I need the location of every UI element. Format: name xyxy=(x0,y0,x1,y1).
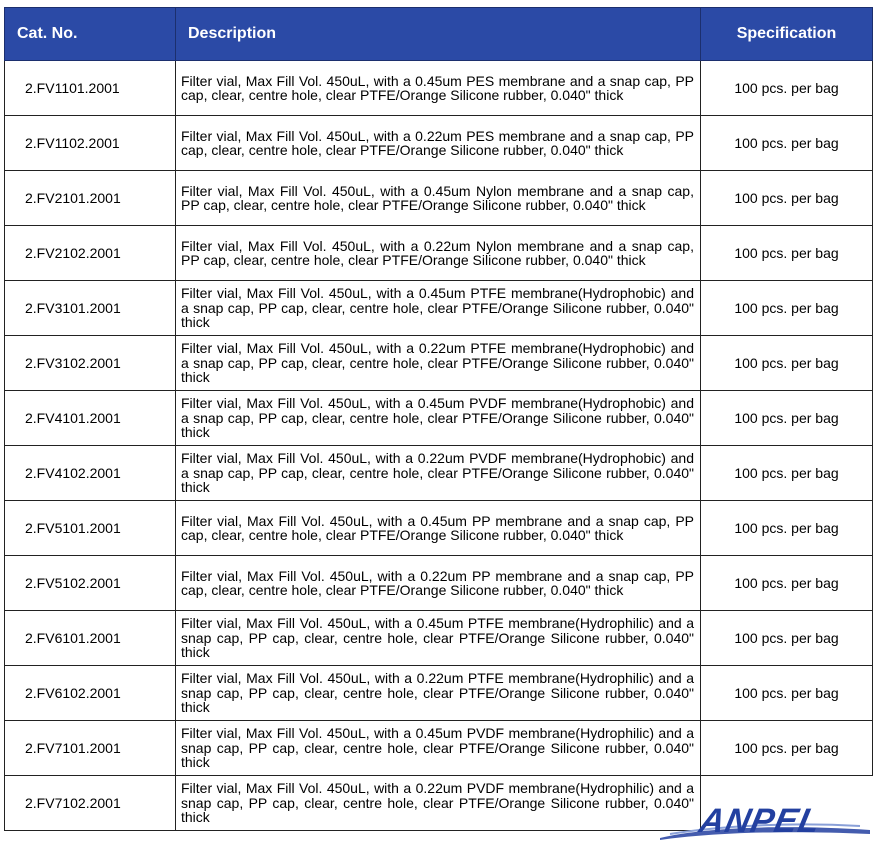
description-cell: Filter vial, Max Fill Vol. 450uL, with a 0.22um PES membrane and a snap cap, PP cap, clear, centre hole, clear PTFE/Orange Silicone rubber, 0.040" thick xyxy=(176,116,701,171)
table-row xyxy=(5,556,873,611)
table-row xyxy=(5,116,873,171)
cat-no-cell: 2.FV1102.2001 xyxy=(5,116,176,171)
specification-cell: 100 pcs. per bag xyxy=(701,336,873,391)
cat-no-cell: 2.FV7101.2001 xyxy=(5,721,176,776)
cat-no-cell: 2.FV5101.2001 xyxy=(5,501,176,556)
description-cell: Filter vial, Max Fill Vol. 450uL, with a 0.45um PTFE membrane(Hydrophobic) and a snap cap, PP cap, clear, centre hole, clear PTFE/Orange Silicone rubber, 0.040" thick xyxy=(176,281,701,336)
specification-cell: 100 pcs. per bag xyxy=(701,281,873,336)
specification-cell: 100 pcs. per bag xyxy=(701,171,873,226)
cat-no-cell: 2.FV2101.2001 xyxy=(5,171,176,226)
description-cell: Filter vial, Max Fill Vol. 450uL, with a 0.22um PTFE membrane(Hydrophobic) and a snap cap, PP cap, clear, centre hole, clear PTFE/Orange Silicone rubber, 0.040" thick xyxy=(176,336,701,391)
specification-cell: 100 pcs. per bag xyxy=(701,116,873,171)
table-row xyxy=(5,611,873,666)
cat-no-cell: 2.FV1101.2001 xyxy=(5,61,176,116)
description-cell: Filter vial, Max Fill Vol. 450uL, with a 0.22um Nylon membrane and a snap cap, PP cap, clear, centre hole, clear PTFE/Orange Silicone rubber, 0.040" thick xyxy=(176,226,701,281)
cat-no-cell: 2.FV4101.2001 xyxy=(5,391,176,446)
description-cell: Filter vial, Max Fill Vol. 450uL, with a 0.22um PTFE membrane(Hydrophilic) and a snap cap, PP cap, clear, centre hole, clear PTFE/Orange Silicone rubber, 0.040" thick xyxy=(176,666,701,721)
description-cell: Filter vial, Max Fill Vol. 450uL, with a 0.45um PTFE membrane(Hydrophilic) and a snap cap, PP cap, clear, centre hole, clear PTFE/Orange Silicone rubber, 0.040" thick xyxy=(176,611,701,666)
specification-cell: 100 pcs. per bag xyxy=(701,226,873,281)
table-row xyxy=(5,501,873,556)
table-row xyxy=(5,336,873,391)
description-cell: Filter vial, Max Fill Vol. 450uL, with a 0.45um PVDF membrane(Hydrophilic) and a snap cap, PP cap, clear, centre hole, clear PTFE/Orange Silicone rubber, 0.040" thick xyxy=(176,721,701,776)
table-row xyxy=(5,721,873,776)
header-description: Description xyxy=(176,8,701,61)
table-row xyxy=(5,666,873,721)
cat-no-cell: 2.FV4102.2001 xyxy=(5,446,176,501)
cat-no-cell: 2.FV6102.2001 xyxy=(5,666,176,721)
table-row xyxy=(5,391,873,446)
description-cell: Filter vial, Max Fill Vol. 450uL, with a 0.45um PVDF membrane(Hydrophobic) and a snap cap, PP cap, clear, centre hole, clear PTFE/Orange Silicone rubber, 0.040" thick xyxy=(176,391,701,446)
logo-text: ANPEL xyxy=(696,802,825,840)
description-cell: Filter vial, Max Fill Vol. 450uL, with a 0.22um PVDF membrane(Hydrophobic) and a snap cap, PP cap, clear, centre hole, clear PTFE/Orange Silicone rubber, 0.040" thick xyxy=(176,446,701,501)
description-cell: Filter vial, Max Fill Vol. 450uL, with a 0.45um Nylon membrane and a snap cap, PP cap, clear, centre hole, clear PTFE/Orange Silicone rubber, 0.040" thick xyxy=(176,171,701,226)
specification-cell: 100 pcs. per bag xyxy=(701,556,873,611)
cat-no-cell: 2.FV3102.2001 xyxy=(5,336,176,391)
table-body xyxy=(5,61,873,831)
table-row xyxy=(5,446,873,501)
specification-cell: 100 pcs. per bag xyxy=(701,61,873,116)
product-table xyxy=(4,7,873,831)
description-cell: Filter vial, Max Fill Vol. 450uL, with a 0.45um PES membrane and a snap cap, PP cap, clear, centre hole, clear PTFE/Orange Silicone rubber, 0.040" thick xyxy=(176,61,701,116)
specification-cell: 100 pcs. per bag xyxy=(701,721,873,776)
anpel-logo xyxy=(660,800,870,844)
specification-cell: 100 pcs. per bag xyxy=(701,501,873,556)
specification-cell: 100 pcs. per bag xyxy=(701,446,873,501)
specification-cell: 100 pcs. per bag xyxy=(701,391,873,446)
header-cat-no: Cat. No. xyxy=(5,8,176,61)
header-specification: Specification xyxy=(701,8,873,61)
table-header-row xyxy=(5,8,873,61)
description-cell: Filter vial, Max Fill Vol. 450uL, with a 0.45um PP membrane and a snap cap, PP cap, clear, centre hole, clear PTFE/Orange Silicone rubber, 0.040" thick xyxy=(176,501,701,556)
description-cell: Filter vial, Max Fill Vol. 450uL, with a 0.22um PP membrane and a snap cap, PP cap, clear, centre hole, clear PTFE/Orange Silicone rubber, 0.040" thick xyxy=(176,556,701,611)
cat-no-cell: 2.FV2102.2001 xyxy=(5,226,176,281)
table-row xyxy=(5,281,873,336)
cat-no-cell: 2.FV7102.2001 xyxy=(5,776,176,831)
description-cell: Filter vial, Max Fill Vol. 450uL, with a 0.22um PVDF membrane(Hydrophilic) and a snap cap, PP cap, clear, centre hole, clear PTFE/Orange Silicone rubber, 0.040" thick xyxy=(176,776,701,831)
table-row xyxy=(5,61,873,116)
cat-no-cell: 2.FV5102.2001 xyxy=(5,556,176,611)
cat-no-cell: 2.FV6101.2001 xyxy=(5,611,176,666)
cat-no-cell: 2.FV3101.2001 xyxy=(5,281,176,336)
specification-cell: 100 pcs. per bag xyxy=(701,611,873,666)
table-row xyxy=(5,226,873,281)
table-row xyxy=(5,171,873,226)
specification-cell: 100 pcs. per bag xyxy=(701,666,873,721)
